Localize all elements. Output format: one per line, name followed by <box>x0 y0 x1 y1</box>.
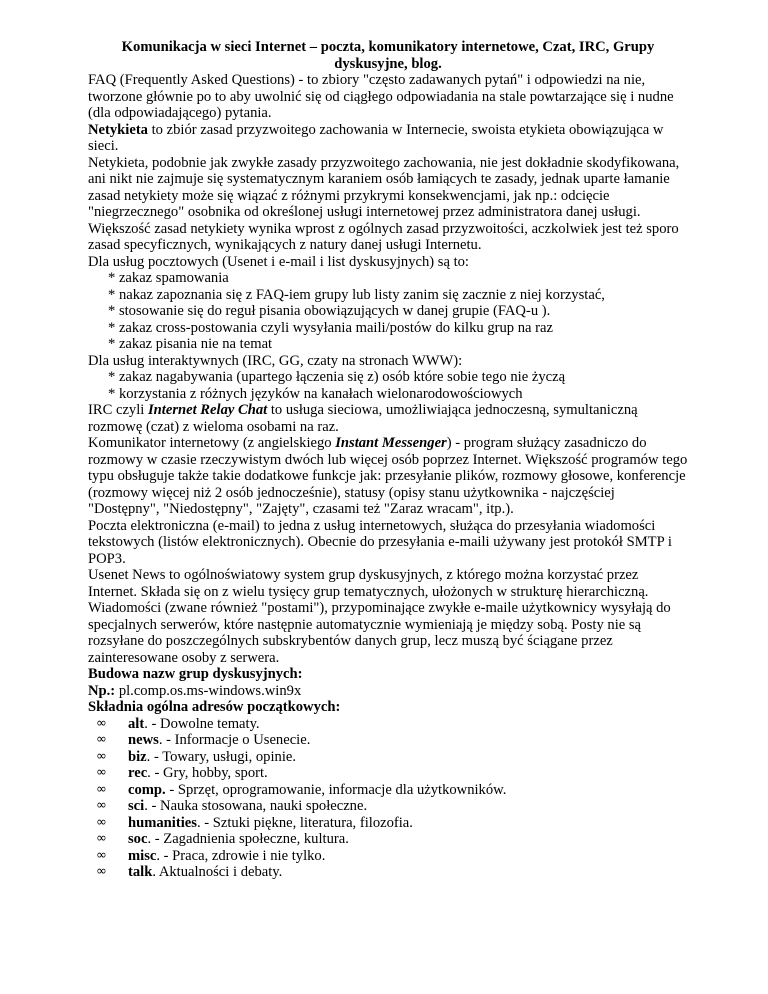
list-item <box>88 848 688 865</box>
prefix-desc: . - Praca, zdrowie i nie tylko. <box>156 847 326 864</box>
document-page <box>88 39 688 881</box>
infinity-bullet-icon: ∞ <box>96 814 107 830</box>
irc-paragraph <box>88 402 688 435</box>
prefix-list <box>88 716 688 881</box>
list-item <box>88 831 688 848</box>
wiekszosc-paragraph: Większość zasad netykiety wynika wprost z ogólnych zasad przyzwoitości, aczkolwiek jest też sporo zasad specyficznych, wynikających z natury danej usługi Internetu. <box>88 220 679 253</box>
infinity-bullet-icon: ∞ <box>96 748 107 764</box>
prefix-desc: . - Dowolne tematy. <box>144 715 260 732</box>
infinity-bullet-icon: ∞ <box>96 765 107 780</box>
prefix-name: misc <box>128 847 157 864</box>
usenet-paragraph: Usenet News to ogólnoświatowy system grup dyskusyjnych, z którego można korzystać przez Internet. Składa się on z wielu tysięcy grup tematycznych, ułożonych w strukturę hierarchiczną. Wiadomości (zwane również "postami"), przypominające zwykłe e-maile użytkownicy wysyłają do specjalnych serwerów, które następnie automatycznie wymieniają je między sobą. Posty nie są rozsyłane do poszczególnych subskrybentów danych grup, lecz muszą być ściągane przez zainteresowane osoby z serwera. <box>88 567 671 666</box>
prefix-desc: . - Gry, hobby, sport. <box>147 765 268 781</box>
komunikator-term: Instant Messenger <box>335 435 447 451</box>
prefix-name: rec <box>128 765 148 781</box>
prefix-desc: . Aktualności i debaty. <box>152 864 283 880</box>
rule-item: * zakaz cross-postowania czyli wysyłania maili/postów do kilku grup na raz <box>108 319 553 336</box>
poczta-paragraph: Poczta elektroniczna (e-mail) to jedna z usług internetowych, służąca do przesyłania wiadomości tekstowych (listów elektronicznych). Obecnie do przesyłania e-maili używany jest protokół SMTP i POP3. <box>88 517 672 567</box>
infinity-bullet-icon: ∞ <box>96 864 107 879</box>
rule-item: * nakaz zapoznania się z FAQ-iem grupy lub listy zanim się zacznie z niej korzystać, <box>108 286 605 303</box>
rule-item: * zakaz pisania nie na temat <box>108 336 273 352</box>
prefix-desc: - Sprzęt, oprogramowanie, informacje dla użytkowników. <box>165 781 507 798</box>
interaktywne-rules <box>88 369 688 402</box>
prefix-name: biz <box>128 748 147 765</box>
irc-term: Internet Relay Chat <box>148 402 268 418</box>
prefix-desc: . - Nauka stosowana, nauki społeczne. <box>144 798 368 814</box>
komunikator-post: ) - program służący zasadniczo do rozmowy w czasie rzeczywistym dwóch lub więcej osób poprzez Internet. Większość programów tego typu obsługuje także takie dodatkowe funkcje jak: przesyłanie plików, rozmowy głosowe, konferencje (rozmowy więcej niż 2 osób jednocześnie), statusy (opisy stanu użytkownika - najczęściej "Dostępny", "Niedostępny", "Zajęty", czasami też "Zaraz wracam", itp.). <box>88 435 688 517</box>
np-label: Np.: <box>88 682 116 699</box>
infinity-bullet-icon: ∞ <box>96 847 107 863</box>
prefix-desc: . - Sztuki piękne, literatura, filozofia. <box>196 814 413 831</box>
netykieta-def: to zbiór zasad przyzwoitego zachowania w Internecie, swoista etykieta obowiązująca w sieci. <box>88 121 664 154</box>
list-item <box>88 815 688 832</box>
komunikator-pre: Komunikator internetowy (z angielskiego <box>88 435 336 451</box>
rule-item: * zakaz nagabywania (upartego łączenia się z) osób które sobie tego nie życzą <box>108 369 566 385</box>
budowa-heading <box>88 666 688 683</box>
prefix-name: humanities <box>128 814 197 831</box>
komunikator-paragraph <box>88 435 688 518</box>
pocztowe-rules <box>88 270 688 353</box>
prefix-desc: . - Informacje o Usenecie. <box>158 732 311 748</box>
interaktywne-intro: Dla usług interaktywnych (IRC, GG, czaty na stronach WWW): <box>88 352 463 369</box>
prefix-desc: . - Towary, usługi, opinie. <box>146 748 297 765</box>
np-example <box>88 683 688 700</box>
infinity-bullet-icon: ∞ <box>96 715 107 731</box>
irc-pre: IRC czyli <box>88 402 148 418</box>
prefix-name: sci <box>128 798 145 814</box>
list-item <box>88 732 688 749</box>
prefix-name: news <box>128 732 159 748</box>
rule-item: * zakaz spamowania <box>108 270 229 286</box>
list-item <box>88 716 688 733</box>
prefix-name: alt <box>128 715 145 732</box>
list-item <box>88 749 688 766</box>
budowa-heading-text: Budowa nazw grup dyskusyjnych: <box>88 666 303 682</box>
skladnia-heading-text: Składnia ogólna adresów początkowych: <box>88 699 341 715</box>
prefix-desc: . - Zagadnienia społeczne, kultura. <box>147 831 349 847</box>
list-item <box>88 782 688 799</box>
prefix-name: talk <box>128 864 153 880</box>
netykieta-definition <box>88 122 688 155</box>
document-title: Komunikacja w sieci Internet – poczta, komunikatory internetowe, Czat, IRC, Grupy dyskusyjne, blog. <box>121 39 655 72</box>
np-value: pl.comp.os.ms-windows.win9x <box>115 682 302 699</box>
prefix-name: comp. <box>128 781 166 798</box>
list-item <box>88 864 688 881</box>
skladnia-heading <box>88 699 688 716</box>
irc-post: to usługa sieciowa, umożliwiająca jednoczesną, symultaniczną rozmowę (czat) z wieloma osobami na raz. <box>88 402 638 435</box>
list-item <box>88 798 688 815</box>
infinity-bullet-icon: ∞ <box>96 781 107 797</box>
list-item <box>88 765 688 782</box>
prefix-name: soc <box>128 831 148 847</box>
infinity-bullet-icon: ∞ <box>96 732 107 747</box>
netykieta-paragraph: Netykieta, podobnie jak zwykłe zasady przyzwoitego zachowania, nie jest dokładnie skodyfikowana, ani nikt nie zajmuje się systematycznym karaniem osób łamiących te zasady, jednak uparte łamanie zasad netykiety może się wiązać z różnymi przykrymi konsekwencjami, jak np.: odcięcie "niegrzecznego" osobnika od określonej usługi internetowej przez administratora danej usługi. <box>88 154 680 220</box>
infinity-bullet-icon: ∞ <box>96 798 107 813</box>
faq-paragraph: FAQ (Frequently Asked Questions) - to zbiory "często zadawanych pytań" i odpowiedzi na nie, tworzone głównie po to aby uwolnić się od ciągłego odpowiadania na stale powtarzające się i nudne (dla odpowiadającego) pytania. <box>88 72 674 121</box>
rule-item: * korzystania z różnych języków na kanałach wielonarodowościowych <box>108 385 523 402</box>
pocztowe-intro: Dla usług pocztowych (Usenet i e-mail i list dyskusyjnych) są to: <box>88 253 469 270</box>
rule-item: * stosowanie się do reguł pisania obowiązujących w danej grupie (FAQ-u ). <box>108 303 551 319</box>
netykieta-term: Netykieta <box>88 121 148 138</box>
infinity-bullet-icon: ∞ <box>96 831 107 846</box>
